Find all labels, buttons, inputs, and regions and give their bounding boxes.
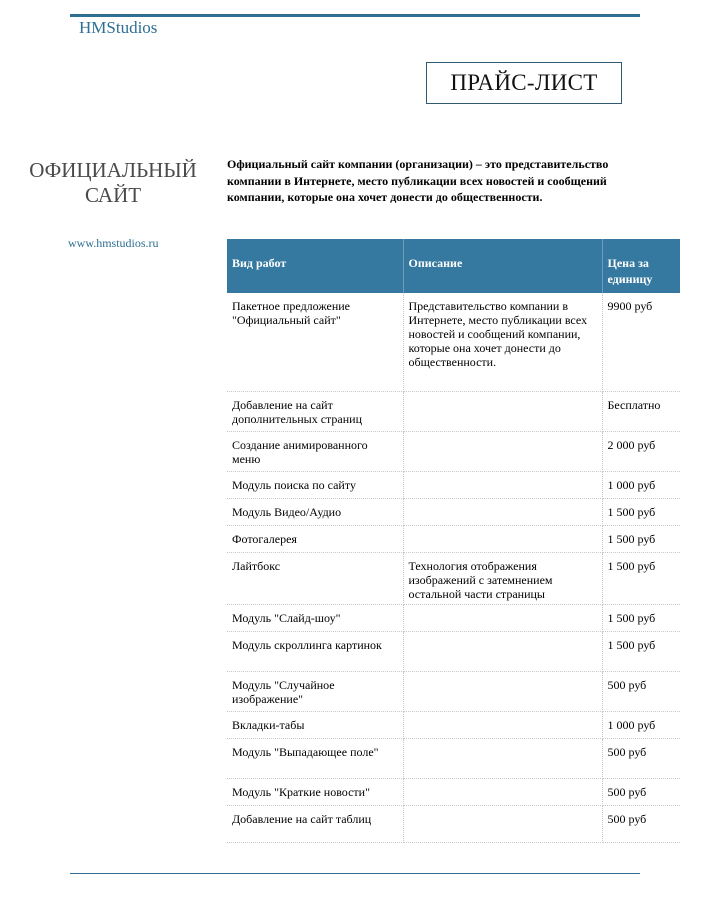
description-cell: [403, 498, 602, 525]
description-cell: [403, 805, 602, 842]
description-cell: [403, 738, 602, 778]
price-cell: 1 500 руб: [602, 552, 680, 604]
work-type-cell: Модуль поиска по сайту: [227, 471, 403, 498]
description-cell: [403, 778, 602, 805]
intro-paragraph: Официальный сайт компании (организации) – это представительство компании в Интернете, место публикации всех новостей и сообщений компании, которые она хочет донести до общественности.: [227, 157, 609, 204]
work-type-cell: Фотогалерея: [227, 525, 403, 552]
work-type-cell: Модуль "Слайд-шоу": [227, 604, 403, 631]
work-type-cell: Модуль "Краткие новости": [227, 778, 403, 805]
table-row: [227, 805, 680, 842]
table-row: [227, 711, 680, 738]
table-row: [227, 604, 680, 631]
table-row: [227, 471, 680, 498]
description-cell: [403, 431, 602, 471]
header-unit-price: Цена за единицу: [602, 239, 680, 293]
price-list-title-box: [426, 62, 622, 104]
work-type-cell: Модуль "Выпадающее поле": [227, 738, 403, 778]
price-cell: 500 руб: [602, 805, 680, 842]
top-rule: [70, 14, 640, 17]
work-type-cell: Лайтбокс: [227, 552, 403, 604]
price-cell: 500 руб: [602, 738, 680, 778]
header-work-type: Вид работ: [227, 239, 403, 293]
table-row: [227, 525, 680, 552]
price-cell: 500 руб: [602, 671, 680, 711]
price-cell: 2 000 руб: [602, 431, 680, 471]
header-description: Описание: [403, 239, 602, 293]
price-cell: 9900 руб: [602, 293, 680, 391]
price-cell: 1 500 руб: [602, 631, 680, 671]
table-header-row: [227, 239, 680, 293]
price-cell: 1 000 руб: [602, 471, 680, 498]
price-table: [227, 239, 680, 843]
table-row: [227, 431, 680, 471]
side-title: ОФИЦИАЛЬНЫЙ САЙТ: [29, 158, 197, 207]
website-link[interactable]: www.hmstudios.ru: [68, 236, 159, 250]
description-cell: [403, 711, 602, 738]
description-cell: [403, 391, 602, 431]
table-row: [227, 738, 680, 778]
table-row: [227, 498, 680, 525]
description-cell: Технология отображения изображений с затемнением остальной части страницы: [403, 552, 602, 604]
brand-name: HMStudios: [79, 18, 158, 37]
table-row: [227, 391, 680, 431]
price-cell: 1 500 руб: [602, 525, 680, 552]
description-cell: [403, 631, 602, 671]
description-cell: [403, 525, 602, 552]
bottom-rule: [70, 873, 640, 874]
work-type-cell: Добавление на сайт дополнительных страниц: [227, 391, 403, 431]
price-list-title: ПРАЙС-ЛИСТ: [450, 70, 598, 95]
price-cell: 1 500 руб: [602, 604, 680, 631]
price-cell: Бесплатно: [602, 391, 680, 431]
table-row: [227, 631, 680, 671]
work-type-cell: Модуль Видео/Аудио: [227, 498, 403, 525]
work-type-cell: Пакетное предложение "Официальный сайт": [227, 293, 403, 391]
description-cell: [403, 671, 602, 711]
price-cell: 1 500 руб: [602, 498, 680, 525]
work-type-cell: Модуль "Случайное изображение": [227, 671, 403, 711]
price-cell: 1 000 руб: [602, 711, 680, 738]
table-row: [227, 293, 680, 391]
work-type-cell: Вкладки-табы: [227, 711, 403, 738]
table-row: [227, 671, 680, 711]
price-cell: 500 руб: [602, 778, 680, 805]
work-type-cell: Создание анимированного меню: [227, 431, 403, 471]
work-type-cell: Добавление на сайт таблиц: [227, 805, 403, 842]
description-cell: [403, 604, 602, 631]
description-cell: Представительство компании в Интернете, место публикации всех новостей и сообщений компании, которые она хочет донести до общественности.: [403, 293, 602, 391]
description-cell: [403, 471, 602, 498]
table-row: [227, 778, 680, 805]
work-type-cell: Модуль скроллинга картинок: [227, 631, 403, 671]
table-row: [227, 552, 680, 604]
